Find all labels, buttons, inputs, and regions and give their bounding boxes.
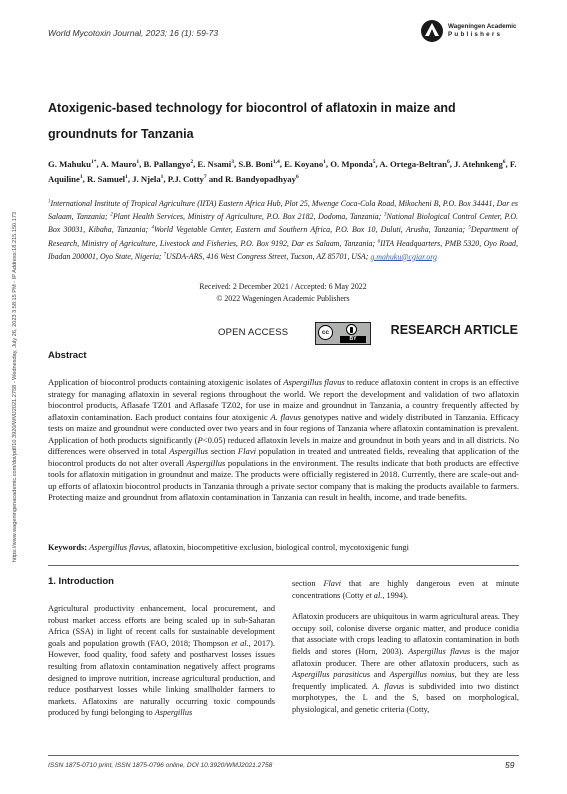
affiliation-text: World Vegetable Center, Eastern and Southern Africa, P.O. Box 10, Duluti, Arusha, Tanzania; (153, 225, 469, 235)
paragraph-text: Aspergillus parasiticus (292, 670, 371, 680)
left-text-column (48, 603, 275, 729)
author-affiliation-marker: 1 (136, 159, 140, 165)
paragraph-text: et al. (231, 638, 249, 648)
paragraph (292, 611, 519, 715)
affiliation-marker: 3 (383, 212, 387, 218)
author-list: G. Mahuku$^{1*}$, A. Mauro$^1$, B. Pallangyo$^2$, E. Nsami$^3$, S.B. Boni$^{1,4}$, E. Koyano$^1$, O. Mponda$^5$, A. Ortega-Beltran$^6$, J. Atehnkeng$^6$, F. Aquiline$^1$, R. Samuel$^1$, J. Njela$^1$, P.J. Cotty$^7$ and R. Bandyopadhyay$^6$ (48, 158, 517, 185)
keywords (48, 542, 519, 554)
publisher-name-line1: Wageningen Academic (448, 23, 517, 30)
author-name: J. Atehnkeng$^6$ (454, 158, 506, 169)
author-name: P.J. Cotty$^7$ (167, 174, 207, 185)
abstract-text: populations in the environment. The results indicate that both products are effective tools for aflatoxin mitigation in groundnut and maize. The products were officially registered in 2018. Currently, there are scale-out and-up efforts of aflatoxin biocontrol products in Tanzania through a private sector company that is making the products available to farmers. Protecting maize and groundnut from aflatoxin contamination in Tanzania can result in health, income, and trade benefits. (48, 457, 519, 502)
author-affiliation-marker: 1* (90, 159, 97, 165)
affiliation-marker: 6 (377, 239, 381, 245)
abstract-text: Flavi (237, 446, 257, 456)
publisher-logo[interactable] (420, 18, 530, 48)
attribution-person-icon (346, 324, 357, 335)
author-name: B. Pallangyo$^2$ (143, 158, 194, 169)
author-affiliation-marker: 1 (79, 174, 83, 181)
author-affiliation-marker: 3 (231, 159, 234, 165)
paragraph-text: Flavi (323, 579, 341, 588)
section-heading-introduction: 1. Introduction (48, 576, 114, 587)
author-name: A. Mauro$^1$ (100, 158, 140, 169)
footer-issn-doi: ISSN 1875-0710 print, ISSN 1875-0796 online, DOI 10.3920/WMJ2021.2758 (48, 762, 273, 769)
abstract-text: <0.05) reduced aflatoxin levels in maize and groundnut in both years and in all districts. No differences were observed in total (48, 434, 519, 456)
author-name: G. Mahuku$^{1*}$ (48, 158, 97, 169)
author-name: E. Nsami$^3$ (197, 158, 234, 169)
affiliation-text: Department of Research, Ministry of Agriculture, Livestock and Fisheries, P.O. Box 9192, Dar es Salaam, Tanzania; (48, 225, 518, 248)
author-affiliation-marker: 5 (372, 159, 376, 165)
author-name: E. Koyano$^1$ (284, 158, 326, 169)
article-title: Atoxigenic-based technology for biocontrol of aflatoxin in maize and groundnuts for Tanzania (48, 101, 456, 141)
article-dates (48, 281, 518, 304)
download-watermark: https://www.wageningenacademic.com/doi/pdf/10.3920/WMJ2021.2758 - Wednesday, July 26, 2023 3:58:15 PM - IP Address:18.215.150.173 (12, 211, 18, 563)
abstract-heading: Abstract (48, 350, 87, 361)
paragraph-text: section (292, 579, 324, 588)
page-number: 59 (505, 760, 515, 770)
paragraph-text: , 2017). However, food quality, food safety and postharvest losses issues resulting from aflatoxin contamination negatively affect programs designed to improve nutrition, increase agricultural production, and reduce postharvest losses while linking smallholder farmers to markets. Aflatoxins are naturally occurring toxic compounds produced by fungi belonging to (48, 638, 275, 718)
paragraph-text: is subdivided into two distinct morphotypes, the L and the S, based on morphological, physiological, and genetic criteria (Cotty, (292, 681, 519, 714)
abstract-text: Aspergillus (186, 457, 226, 468)
author-name: A. Ortega-Beltran$^6$ (379, 158, 450, 169)
received-accepted-dates: Received: 2 December 2021 / Accepted: 6 May 2022 (199, 282, 367, 291)
article-type: RESEARCH ARTICLE (390, 323, 518, 337)
paragraph-text: Agricultural productivity enhancement, local procurement, and robust market access efforts are being scaled up in sub-Saharan Africa (SSA) in light of recent calls for sustainable development goals and population growth (FAO, 2018; Thompson (48, 604, 275, 648)
section-divider (48, 565, 519, 566)
open-access-row (48, 322, 518, 344)
paragraph-text: that are highly dangerous even at minute concentrations (Cotty (292, 579, 519, 600)
affiliations (48, 196, 518, 263)
abstract-text: to reduce aflatoxin content in crops is an effective strategy for managing aflatoxin in several regions throughout the world. We report the development and validation of two aflatoxin biocontrol products, Aflasafe TZ01 and Aflasafe TZ02, for use in maize and groundnut in Tanzania, a country frequently affected by aflatoxin contamination. Each product contains four atoxigenic (48, 377, 519, 422)
paragraph-text: A. flavus (372, 681, 405, 691)
author-name: R. Samuel$^1$ (86, 174, 128, 185)
publisher-emblem-icon (420, 18, 444, 44)
author-affiliation-marker: 6 (295, 174, 299, 181)
cc-icon: cc (318, 325, 333, 340)
paragraph-text: is the major aflatoxin producer. There are other aflatoxin producers, such as (292, 646, 520, 668)
cc-by-label: BY (340, 336, 366, 343)
abstract-text: section (208, 446, 238, 456)
paragraph (48, 603, 275, 719)
affiliation-text: USDA-ARS, 416 West Congress Street, Tucson, AZ 85701, USA; (166, 252, 371, 262)
paragraph-text: , 1994). (382, 590, 408, 600)
keywords-label: Keywords: (48, 543, 88, 552)
open-access-label: OPEN ACCESS (218, 327, 289, 338)
publisher-name-line2: Publishers (448, 31, 503, 38)
affiliation-marker: 7 (163, 252, 166, 258)
author-name: R. Bandyopadhyay$^6$ (225, 174, 299, 185)
author-name: O. Mponda$^5$ (330, 158, 376, 169)
paragraph-text: Aspergillus flavus (408, 646, 471, 656)
paragraph-text: and (370, 670, 390, 680)
affiliation-marker: 5 (468, 225, 471, 231)
paragraph-text: , but they are less frequently implicated. (292, 670, 519, 691)
corresponding-email-link[interactable]: g.mahuku@cgiar.org (370, 252, 437, 262)
abstract-text: P (197, 434, 203, 445)
affiliation-text: IITA Headquarters, PMB 5320, Oyo Road, Ibadan 200001, Oyo State, Nigeria; (48, 238, 518, 262)
keyword-text: , aflatoxin, biocompetitive exclusion, biological control, mycotoxigenic fungi (149, 543, 409, 552)
author-affiliation-marker: 6 (446, 159, 450, 165)
author-affiliation-marker: 1 (323, 159, 326, 165)
author-affiliation-marker: 7 (203, 174, 207, 181)
author-name: F. Aquiline$^1$ (48, 158, 517, 185)
abstract-text: Aspergillus (169, 446, 209, 456)
footer-divider (48, 755, 519, 756)
abstract-text: A. flavus (270, 411, 302, 422)
abstract-body (48, 377, 519, 504)
abstract-text: Aspergillus flavus (283, 377, 345, 387)
author-affiliation-marker: 2 (190, 159, 194, 165)
keyword-text: Aspergillus flavus (89, 543, 150, 552)
paragraph (292, 578, 519, 601)
abstract-text: genotypes native and widely distributed in Tanzania. Efficacy tests on maize and groundnut were conducted over two years and in four regions of Tanzania where aflatoxin contamination is prevalent. Application of both products significantly ( (48, 411, 519, 445)
right-text-column (292, 578, 519, 726)
abstract-text: population in treated and untreated fields, revealing that application of the biocontrol products do not alter overall (48, 446, 520, 468)
author-name: J. Njela$^1$ (132, 174, 164, 185)
paragraph-text: et al. (365, 590, 383, 600)
affiliation-text: National Biological Control Center, P.O. Box 30031, Kibaha, Tanzania; (48, 212, 518, 235)
affiliation-marker: 1 (48, 199, 51, 204)
affiliation-text: International Institute of Tropical Agriculture (IITA) Eastern Africa Hub, Plot 25, Mwenge Coca-Cola Road, Mikocheni B, P.O. Box 34441, Dar es Salaam, Tanzania; (48, 198, 518, 222)
author-affiliation-marker: 6 (502, 159, 506, 165)
author-affiliation-marker: 1,4 (272, 159, 280, 165)
affiliation-marker: 2 (110, 212, 113, 218)
journal-citation: World Mycotoxin Journal, 2023; 16 (1): 59-73 (48, 28, 219, 38)
paragraph-text: Aflatoxin producers are ubiquitous in warm agricultural areas. They occupy soil, colonise diverse organic matter, and produce conidia that associate with crops leading to aflatoxin contamination in both fields and stores (Horn, 2003). (292, 612, 519, 656)
affiliation-text: Plant Health Services, Ministry of Agriculture, P.O. Box 2182, Dodoma, Tanzania; (112, 212, 384, 222)
author-affiliation-marker: 1 (160, 174, 164, 181)
paragraph-text: Aspergillus (154, 708, 193, 718)
author-name: S.B. Boni$^{1,4}$ (238, 158, 280, 169)
abstract-text: Application of biocontrol products containing atoxigenic isolates of (48, 377, 284, 387)
copyright-line: © 2022 Wageningen Academic Publishers (216, 293, 350, 303)
paragraph-text: Aspergillus nomius (389, 670, 455, 680)
author-affiliation-marker: 1 (125, 174, 128, 181)
affiliation-marker: 4 (151, 225, 154, 231)
cc-by-license-badge[interactable] (315, 322, 371, 345)
